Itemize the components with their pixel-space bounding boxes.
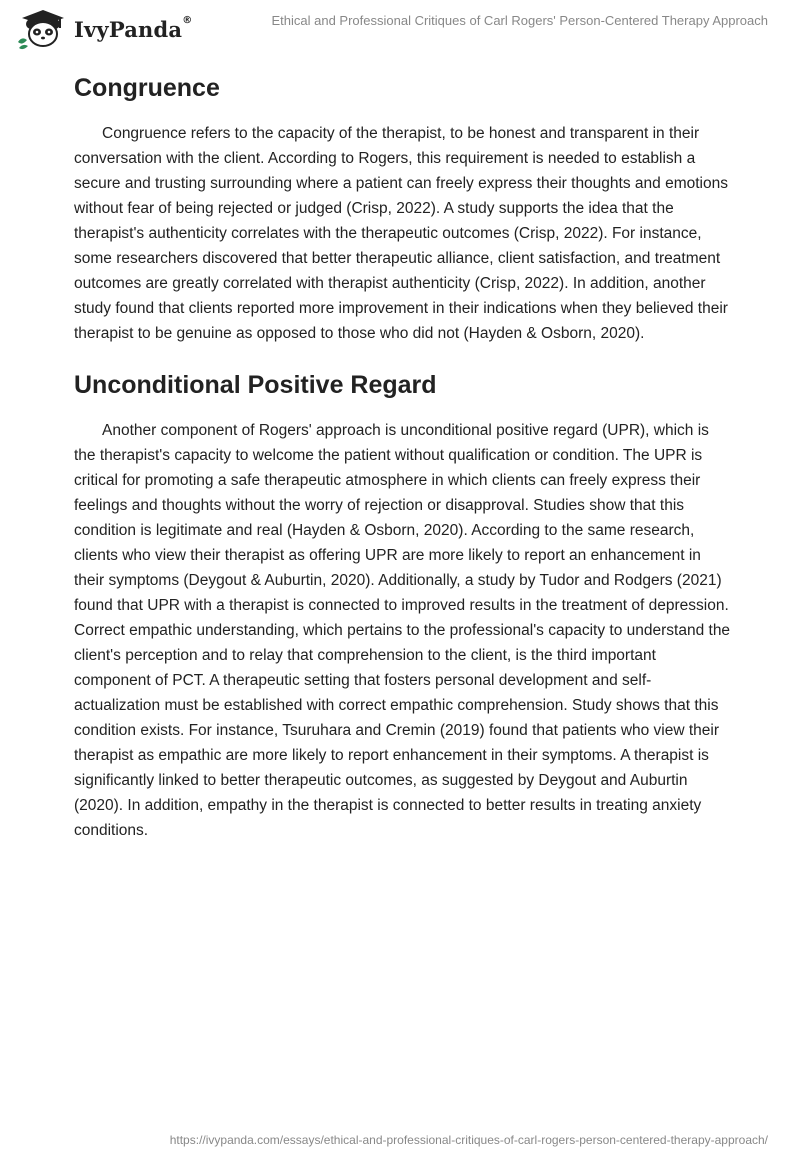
panda-graduate-icon: [14, 8, 72, 50]
section-paragraph: Another component of Rogers' approach is unconditional positive regard (UPR), which is the therapist's capacity to welcome the patient without qualification or condition. The UPR is critical for promoting a safe therapeutic atmosphere in which clients can freely express their feelings and thoughts without the worry of rejection or disapproval. Studies show that this condition is legitimate and real (Hayden & Osborn, 2020). According to the same research, clients who view their therapist as offering UPR are more likely to report an enhancement in their symptoms (Deygout & Auburtin, 2020). Additionally, a study by Tudor and Rodgers (2021) found that UPR with a therapist is connected to improved results in the treatment of depression. Correct empathic understanding, which pertains to the professional's capacity to understand the client's perception and to relay that comprehension to the client, is the third important component of PCT. A therapeutic setting that fosters personal development and self-actualization must be established with correct empathic comprehension. Study shows that this condition exists. For instance, Tsuruhara and Cremin (2019) found that patients who view their therapist as empathic are more likely to report enhancement in their symptoms. A therapist is significantly linked to better therapeutic outcomes, as suggested by Deygout and Auburtin (2020). In addition, empathy in the therapist is connected to better results in treating anxiety conditions.: [74, 422, 731, 839]
registered-mark: ®: [182, 14, 193, 26]
page-header: [0, 0, 800, 60]
section-heading: Unconditional Positive Regard: [74, 371, 437, 399]
essay-body: [74, 70, 734, 843]
section-heading: Congruence: [74, 74, 220, 102]
section-paragraph: Congruence refers to the capacity of the therapist, to be honest and transparent in their conversation with the client. According to Rogers, this requirement is needed to establish a secure and trusting surrounding where a patient can freely express their thoughts and emotions without fear of being rejected or judged (Crisp, 2022). A study supports the idea that the therapist's authenticity correlates with the therapeutic outcomes (Crisp, 2022). For instance, some researchers discovered that better therapeutic alliance, client satisfaction, and treatment outcomes are greatly correlated with therapist authenticity (Crisp, 2022). In addition, another study found that clients reported more improvement in their indications when they believed their therapist to be genuine as opposed to those who did not (Hayden & Osborn, 2020).: [74, 125, 728, 342]
running-title: Ethical and Professional Critiques of Carl Rogers' Person-Centered Therapy Approach: [271, 13, 768, 28]
brand-name: IvyPanda®: [74, 14, 193, 42]
source-url[interactable]: https://ivypanda.com/essays/ethical-and-professional-critiques-of-carl-rogers-person-centered-therapy-approach/: [169, 1133, 768, 1147]
ivypanda-logo[interactable]: [14, 8, 192, 50]
section-congruence: [74, 70, 734, 346]
section-unconditional-positive-regard: [74, 367, 734, 843]
